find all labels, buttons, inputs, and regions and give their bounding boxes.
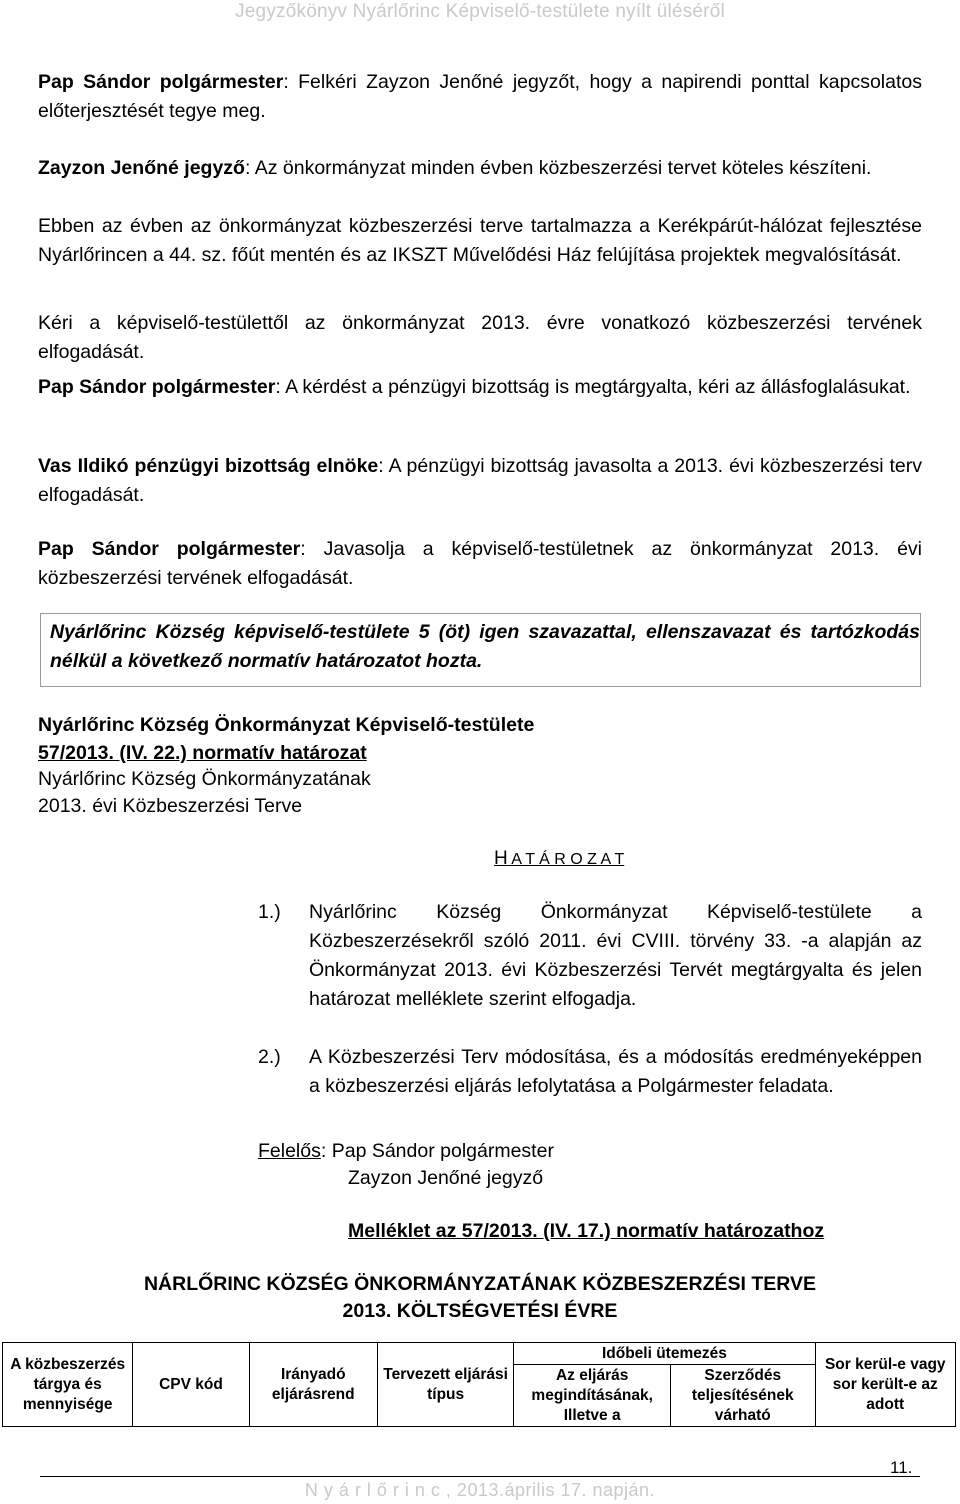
paragraph-text: : Javasolja a képviselő-testületnek az önkormányzat 2013. évi közbeszerzési tervének elfogadását.: [38, 538, 922, 589]
table-header-type: Tervezett eljárási típus: [377, 1343, 513, 1427]
resolution-subject-1: Nyárlőrinc Község Önkormányzatának: [38, 768, 371, 790]
responsible-name: Zayzon Jenőné jegyző: [348, 1167, 544, 1189]
paragraph-notary: [38, 154, 922, 183]
resolution-number: [38, 739, 922, 768]
resolution-heading-first: H: [494, 848, 508, 869]
table-header-completion: Szerződés teljesítésének várható: [670, 1365, 815, 1427]
page-header: Jegyzőkönyv Nyárlőrinc Képviselő-testülete nyílt üléséről: [235, 1, 725, 22]
table-header-subject: A közbeszerzés tárgya és mennyisége: [3, 1343, 133, 1427]
paragraph-text: : Az önkormányzat minden évben közbeszerzési tervet köteles készíteni.: [244, 157, 872, 179]
plan-subtitle: 2013. KÖLTSÉGVETÉSI ÉVRE: [342, 1300, 618, 1322]
paragraph-mayor-question: [38, 373, 922, 402]
plan-title: NÁRLŐRINC KÖZSÉG ÖNKORMÁNYZATÁNAK KÖZBESZERZÉSI TERVE: [143, 1273, 817, 1295]
paragraph-text: : Felkéri Zayzon Jenőné jegyzőt, hogy a napirendi ponttal kapcsolatos előterjesztését tegye meg.: [38, 71, 922, 122]
responsible-sep: :: [320, 1140, 327, 1162]
paragraph-mayor-proposal: [38, 535, 922, 593]
paragraph-committee: [38, 452, 922, 510]
speaker-name: Vas Ildikó pénzügyi bizottság elnöke: [38, 455, 379, 477]
speaker-name: Zayzon Jenőné jegyző: [38, 157, 245, 179]
item-number: 2.): [258, 1046, 281, 1068]
paragraph-text: : A pénzügyi bizottság javasolta a 2013. évi közbeszerzési terv elfogadását.: [38, 455, 922, 506]
footer-divider: [40, 1476, 920, 1477]
table-header-start: Az eljárás megindításának, Illetve a: [514, 1365, 671, 1427]
attachment-title: [348, 1217, 928, 1246]
speaker-name: Pap Sándor polgármester: [38, 538, 301, 560]
resolution-number-text: 57/2013. (IV. 22.) normatív határozat: [38, 742, 367, 764]
resolution-body: Nyárlőrinc Község Önkormányzat Képviselő-testülete: [38, 714, 535, 736]
responsible-line: [258, 1137, 858, 1166]
vote-result-box: Nyárlőrinc Község képviselő-testülete 5 (öt) igen szavazattal, ellenszavazat és tartózkodás nélkül a következő normatív határozatot hozta.: [40, 613, 921, 687]
speaker-name: Pap Sándor polgármester: [38, 376, 276, 398]
attachment-title-text: Melléklet az 57/2013. (IV. 17.) normatív határozathoz: [348, 1220, 825, 1242]
resolution-heading: [494, 848, 624, 870]
paragraph-text: : A kérdést a pénzügyi bizottság is megtárgyalta, kéri az állásfoglalásukat.: [275, 376, 911, 398]
table-header-schedule: Időbeli ütemezés: [514, 1343, 815, 1365]
item-number: 1.): [258, 901, 281, 923]
page-number: 11.: [890, 1458, 913, 1477]
table-header-procedure: Irányadó eljárásrend: [249, 1343, 377, 1427]
paragraph-request: Kéri a képviselő-testülettől az önkormányzat 2013. évre vonatkozó közbeszerzési tervének elfogadását.: [38, 312, 922, 363]
procurement-plan-table: [2, 1342, 956, 1427]
table-header-cpv: CPV kód: [133, 1343, 249, 1427]
paragraph-plan-content: Ebben az évben az önkormányzat közbeszerzési terve tartalmazza a Kerékpárút-hálózat fejlesztése Nyárlőrincen a 44. sz. főút mentén és az IKSZT Művelődési Ház felújítása projektek megvalósítását.: [38, 215, 922, 266]
page-footer: N y á r l ő r i n c , 2013.április 17. napján.: [304, 1480, 656, 1500]
paragraph-mayor-intro: [38, 68, 922, 126]
table-header-status: Sor kerül-e vagy sor került-e az adott: [815, 1343, 956, 1427]
resolution-subject-2: 2013. évi Közbeszerzési Terve: [38, 795, 303, 817]
speaker-name: Pap Sándor polgármester: [38, 71, 284, 93]
responsible-label: Felelős: [258, 1140, 321, 1162]
item-text: Nyárlőrinc Község Önkormányzat Képviselő-testülete a Közbeszerzésekről szóló 2011. évi CVIII. törvény 33. -a alapján az Önkormányzat 2013. évi Közbeszerzési Tervét megtárgyalta és jelen határozat melléklete szerint elfogadja.: [309, 901, 922, 1010]
resolution-heading-rest: A T Á R O Z A T: [507, 851, 625, 868]
responsible-name: Pap Sándor polgármester: [331, 1140, 554, 1162]
item-text: A Közbeszerzési Terv módosítása, és a módosítás eredményeképpen a közbeszerzési eljárás lefolytatása a Polgármester feladata.: [309, 1046, 922, 1097]
